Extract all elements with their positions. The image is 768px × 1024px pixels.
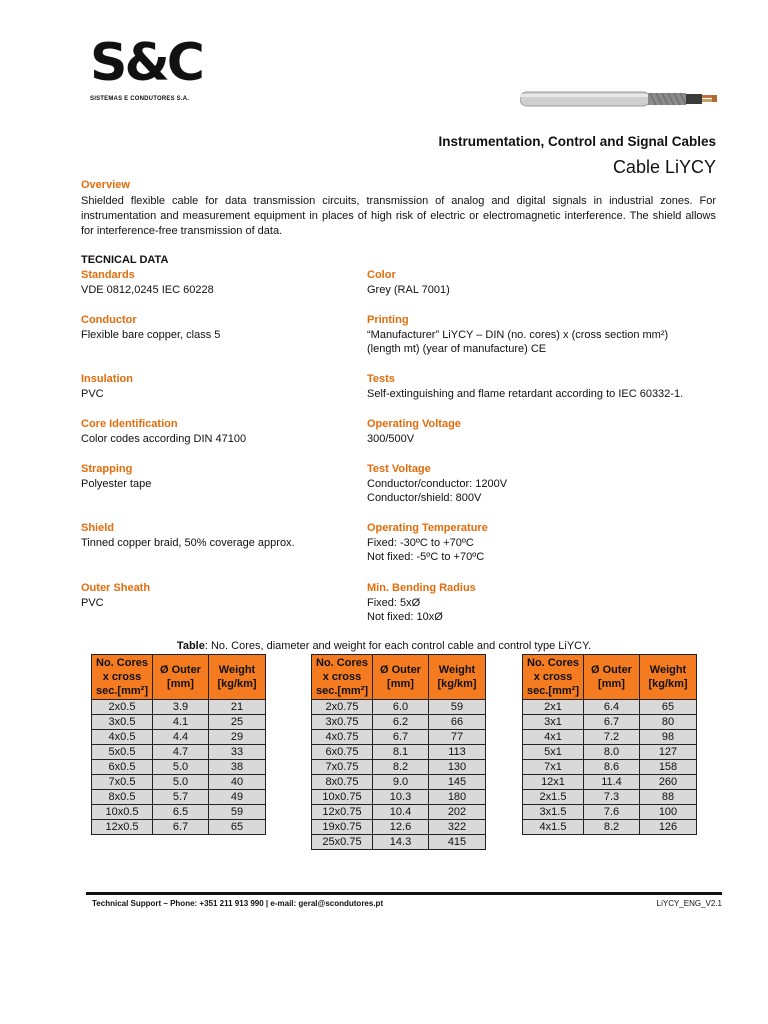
table-cell: 8x0.75	[312, 775, 373, 790]
spec-value: Not fixed: 10xØ	[367, 611, 443, 623]
spec-label: Operating Voltage	[367, 418, 461, 430]
spec-label: Insulation	[81, 373, 133, 385]
table-cell: 6.4	[584, 700, 640, 715]
table-row	[312, 805, 486, 820]
table-row	[92, 715, 266, 730]
footer-contact: Technical Support – Phone: +351 211 913 990 | e-mail: geral@scondutores.pt	[92, 899, 384, 908]
table-caption-text: : No. Cores, diameter and weight for each control cable and control type LiYCY.	[204, 640, 592, 652]
table-cell: 202	[429, 805, 486, 820]
spec-value: PVC	[81, 387, 104, 400]
spec-left-3	[81, 417, 246, 446]
table-row	[312, 745, 486, 760]
table-caption	[0, 640, 768, 652]
table-cell: 3.9	[153, 700, 209, 715]
table-row	[92, 775, 266, 790]
table-cell: 21	[209, 700, 266, 715]
table-row	[523, 790, 697, 805]
table-cell: 100	[640, 805, 697, 820]
table-row	[92, 760, 266, 775]
spec-right-2	[367, 372, 683, 401]
table-cell: 5x1	[523, 745, 584, 760]
table-row	[523, 730, 697, 745]
spec-value: Flexible bare copper, class 5	[81, 328, 221, 341]
table-cell: 4.1	[153, 715, 209, 730]
table-cell: 3x0.5	[92, 715, 153, 730]
table-header-cell: Ø Outer [mm]	[373, 655, 429, 700]
table-cell: 7x1	[523, 760, 584, 775]
table-cell: 5.0	[153, 775, 209, 790]
table-cell: 7x0.5	[92, 775, 153, 790]
table-cell: 4x0.5	[92, 730, 153, 745]
table-cell: 415	[429, 835, 486, 850]
table-cell: 66	[429, 715, 486, 730]
cable-table-1	[91, 654, 266, 835]
overview-heading: Overview	[81, 179, 130, 191]
table-header-cell: Weight [kg/km]	[429, 655, 486, 700]
spec-right-6	[367, 581, 476, 625]
table-cell: 19x0.75	[312, 820, 373, 835]
table-header-cell: Ø Outer [mm]	[584, 655, 640, 700]
table-cell: 10x0.75	[312, 790, 373, 805]
table-header-cell: No. Cores x cross sec.[mm²]	[523, 655, 584, 700]
table-row	[312, 790, 486, 805]
table-cell: 6.0	[373, 700, 429, 715]
table-header-row	[523, 655, 697, 700]
table-cell: 6.7	[373, 730, 429, 745]
technical-data-heading: TECNICAL DATA	[81, 254, 169, 266]
table-cell: 10.3	[373, 790, 429, 805]
table-row	[312, 715, 486, 730]
spec-left-6	[81, 581, 150, 610]
table-cell: 130	[429, 760, 486, 775]
table-cell: 8.2	[373, 760, 429, 775]
table-cell: 33	[209, 745, 266, 760]
spec-label: Outer Sheath	[81, 582, 151, 594]
spec-value: “Manufacturer” LiYCY – DIN (no. cores) x (cross section mm²)	[367, 328, 669, 341]
table-cell: 5.7	[153, 790, 209, 805]
table-header-cell: Weight [kg/km]	[209, 655, 266, 700]
table-cell: 11.4	[584, 775, 640, 790]
table-caption-bold: Table	[176, 640, 205, 652]
table-cell: 6.7	[584, 715, 640, 730]
table-cell: 12.6	[373, 820, 429, 835]
spec-value: Conductor/shield: 800V	[367, 492, 482, 504]
spec-value: Tinned copper braid, 50% coverage approx.	[81, 536, 295, 549]
table-cell: 7.6	[584, 805, 640, 820]
table-cell: 4x1.5	[523, 820, 584, 835]
spec-value: Fixed: 5xØ	[367, 596, 421, 609]
table-cell: 7.3	[584, 790, 640, 805]
table-row	[92, 805, 266, 820]
table-cell: 180	[429, 790, 486, 805]
document-title: Cable LiYCY	[612, 157, 716, 177]
table-cell: 12x0.5	[92, 820, 153, 835]
spec-right-0	[367, 268, 450, 297]
table-cell: 8x0.5	[92, 790, 153, 805]
table-cell: 98	[640, 730, 697, 745]
table-cell: 7x0.75	[312, 760, 373, 775]
table-cell: 59	[429, 700, 486, 715]
table-header-row	[92, 655, 266, 700]
table-cell: 3x0.75	[312, 715, 373, 730]
table-cell: 25	[209, 715, 266, 730]
table-row	[523, 715, 697, 730]
table-cell: 10x0.5	[92, 805, 153, 820]
spec-value: Self-extinguishing and flame retardant according to IEC 60332-1.	[367, 387, 684, 400]
spec-left-5	[81, 521, 295, 550]
table-cell: 8.0	[584, 745, 640, 760]
table-cell: 322	[429, 820, 486, 835]
table-row	[523, 775, 697, 790]
table-cell: 4.4	[153, 730, 209, 745]
footer-doc-code: LiYCY_ENG_V2.1	[656, 899, 722, 908]
table-cell: 88	[640, 790, 697, 805]
spec-value: Fixed: -30ºC to +70ºC	[367, 536, 474, 549]
table-row	[312, 775, 486, 790]
spec-left-4	[81, 462, 151, 491]
table-cell: 49	[209, 790, 266, 805]
cable-table-2	[311, 654, 486, 850]
table-row	[92, 745, 266, 760]
table-cell: 10.4	[373, 805, 429, 820]
spec-value: 300/500V	[367, 432, 415, 445]
spec-value: VDE 0812,0245 IEC 60228	[81, 283, 214, 296]
table-cell: 8.1	[373, 745, 429, 760]
spec-label: Min. Bending Radius	[367, 582, 476, 594]
table-cell: 25x0.75	[312, 835, 373, 850]
cable-table-3	[522, 654, 697, 835]
table-cell: 4x0.75	[312, 730, 373, 745]
spec-right-5	[367, 521, 488, 565]
table-cell: 12x1	[523, 775, 584, 790]
table-cell: 6x0.5	[92, 760, 153, 775]
spec-value: PVC	[81, 596, 104, 609]
table-row	[312, 700, 486, 715]
table-cell: 65	[209, 820, 266, 835]
table-row	[92, 820, 266, 835]
table-cell: 2x1	[523, 700, 584, 715]
spec-value: Grey (RAL 7001)	[367, 283, 450, 296]
spec-right-4	[367, 462, 507, 506]
table-row	[523, 745, 697, 760]
spec-left-1	[81, 313, 220, 342]
table-cell: 4.7	[153, 745, 209, 760]
spec-left-2	[81, 372, 133, 401]
table-row	[523, 700, 697, 715]
table-cell: 6.5	[153, 805, 209, 820]
cable-image	[520, 88, 720, 110]
table-cell: 65	[640, 700, 697, 715]
table-row	[312, 835, 486, 850]
table-header-cell: No. Cores x cross sec.[mm²]	[312, 655, 373, 700]
table-cell: 2x0.75	[312, 700, 373, 715]
spec-value: Color codes according DIN 47100	[81, 432, 247, 445]
spec-label: Operating Temperature	[367, 522, 488, 534]
spec-value: (length mt) (year of manufacture) CE	[367, 343, 547, 355]
table-cell: 2x1.5	[523, 790, 584, 805]
spec-label: Standards	[81, 269, 135, 281]
document-subtitle: Instrumentation, Control and Signal Cables	[438, 134, 716, 149]
spec-value: Polyester tape	[81, 477, 152, 490]
table-row	[92, 730, 266, 745]
table-cell: 2x0.5	[92, 700, 153, 715]
table-cell: 158	[640, 760, 697, 775]
table-cell: 59	[209, 805, 266, 820]
table-cell: 3x1.5	[523, 805, 584, 820]
table-cell: 4x1	[523, 730, 584, 745]
spec-right-1	[367, 313, 668, 357]
company-logo	[90, 34, 200, 106]
table-header-cell: Weight [kg/km]	[640, 655, 697, 700]
table-cell: 7.2	[584, 730, 640, 745]
spec-label: Core Identification	[81, 418, 178, 430]
table-header-cell: No. Cores x cross sec.[mm²]	[92, 655, 153, 700]
table-cell: 8.2	[584, 820, 640, 835]
table-cell: 12x0.75	[312, 805, 373, 820]
table-cell: 6.2	[373, 715, 429, 730]
spec-label: Printing	[367, 314, 409, 326]
table-cell: 145	[429, 775, 486, 790]
footer-divider	[86, 892, 722, 895]
table-cell: 6.7	[153, 820, 209, 835]
table-cell: 126	[640, 820, 697, 835]
table-row	[523, 820, 697, 835]
spec-label: Test Voltage	[367, 463, 431, 475]
table-row	[312, 760, 486, 775]
table-header-row	[312, 655, 486, 700]
overview-text: Shielded flexible cable for data transmission circuits, transmission of analog and digital signals in industrial zones. For instrumentation and measurement equipment in places of high risk of electric or electromagnetic interference. The shield allows for interference-free transmission of data.	[81, 195, 716, 237]
logo-company-name: SISTEMAS E CONDUTORES S.A.	[90, 96, 190, 102]
spec-label: Color	[367, 269, 396, 281]
table-cell: 8.6	[584, 760, 640, 775]
table-cell: 5x0.5	[92, 745, 153, 760]
spec-left-0	[81, 268, 214, 297]
table-cell: 127	[640, 745, 697, 760]
table-cell: 6x0.75	[312, 745, 373, 760]
spec-label: Conductor	[81, 314, 137, 326]
table-cell: 38	[209, 760, 266, 775]
table-row	[312, 820, 486, 835]
table-cell: 77	[429, 730, 486, 745]
table-cell: 3x1	[523, 715, 584, 730]
table-cell: 113	[429, 745, 486, 760]
table-cell: 29	[209, 730, 266, 745]
spec-value: Not fixed: -5ºC to +70ºC	[367, 551, 485, 563]
table-cell: 40	[209, 775, 266, 790]
table-header-cell: Ø Outer [mm]	[153, 655, 209, 700]
table-cell: 5.0	[153, 760, 209, 775]
table-row	[92, 700, 266, 715]
spec-label: Shield	[81, 522, 115, 534]
table-row	[312, 730, 486, 745]
table-row	[523, 805, 697, 820]
table-row	[523, 760, 697, 775]
spec-value: Conductor/conductor: 1200V	[367, 477, 508, 490]
spec-label: Tests	[367, 373, 395, 385]
logo-mark: S&C	[90, 33, 202, 93]
table-cell: 260	[640, 775, 697, 790]
spec-right-3	[367, 417, 461, 446]
table-cell: 9.0	[373, 775, 429, 790]
table-cell: 14.3	[373, 835, 429, 850]
table-cell: 80	[640, 715, 697, 730]
spec-label: Strapping	[81, 463, 133, 475]
table-row	[92, 790, 266, 805]
